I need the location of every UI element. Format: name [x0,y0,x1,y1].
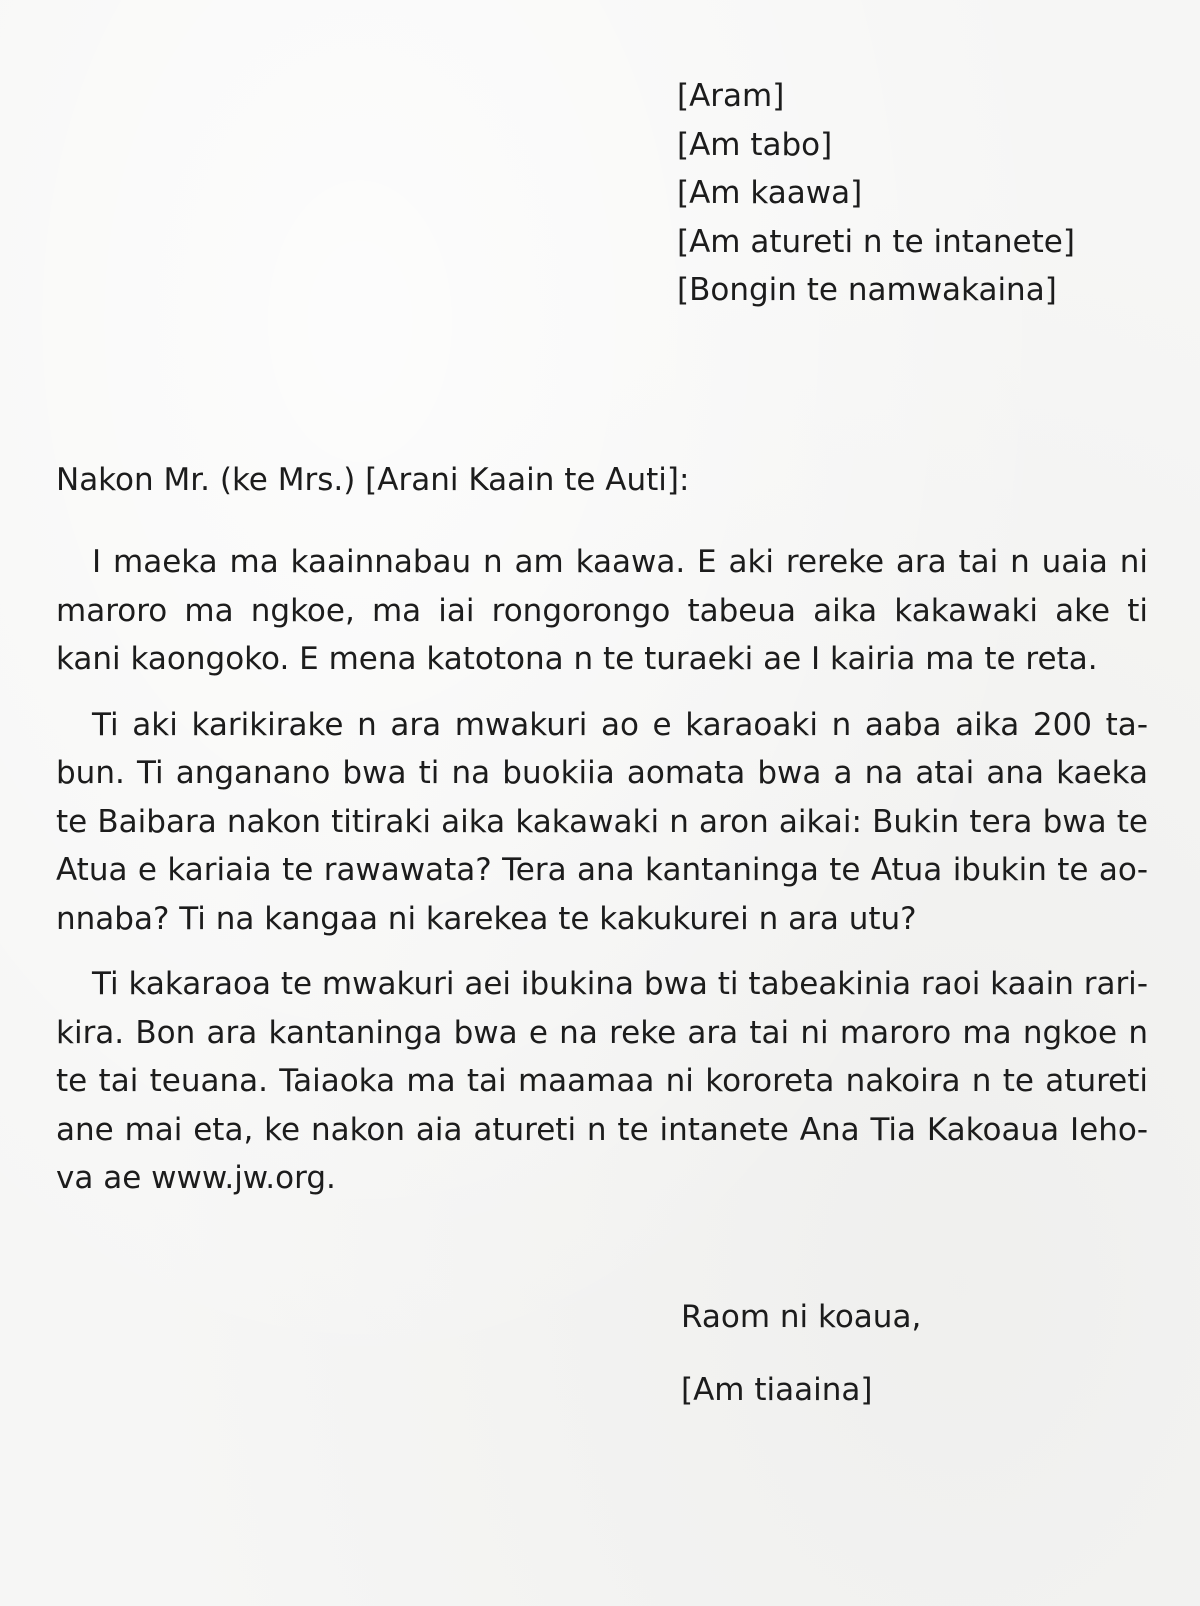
body-paragraph-3: Ti kakaraoa te mwakuri aei ibukina bwa ti tabeakinia raoi kaain rarikira. Bon ara kantaninga bwa e na reke ara tai ni maroro ma ngkoe n te tai teuana. Taiaoka ma tai maamaa ni kororeta nakoira n te atureti ane mai eta, ke nakon aia atureti n te intanete Ana Tia Kakoaua Iehova ae www.jw.org. [56,966,1148,1196]
sender-city: [Am kaawa] [677,175,863,211]
letter-body [56,538,1148,1220]
body-paragraph-2: Ti aki karikirake n ara mwakuri ao e karaoaki n aaba aika 200 tabun. Ti anganano bwa ti na buokiia aomata bwa a na atai ana kaeka te Baibara nakon titiraki aika kakawaki n aron aikai: Bukin tera bwa te Atua e kariaia te rawawata? Tera ana kantaninga te Atua ibukin te aonnaba? Ti na kangaa ni karekea te kakukurei n ara utu? [56,706,1148,937]
body-paragraph-1: I maeka ma kaainnabau n am kaawa. E aki rereke ara tai n uaia ni maroro ma ngkoe, ma iai rongorongo tabeua aika kakawaki ake ti kani kaongoko. E mena katotona n te turaeki ae I kairia ma te reta. [56,544,1148,677]
sender-address-block [677,72,1075,315]
salutation: Nakon Mr. (ke Mrs.) [Arani Kaain te Auti]: [56,462,690,498]
sender-street: [Am tabo] [677,126,833,163]
sender-date: [Bongin te namwakaina] [677,272,1057,308]
closing: Raom ni koaua, [681,1299,922,1335]
signature-placeholder: [Am tiaaina] [681,1372,873,1408]
sender-name: [Aram] [677,78,785,114]
sender-email: [Am atureti n te intanete] [677,223,1075,260]
